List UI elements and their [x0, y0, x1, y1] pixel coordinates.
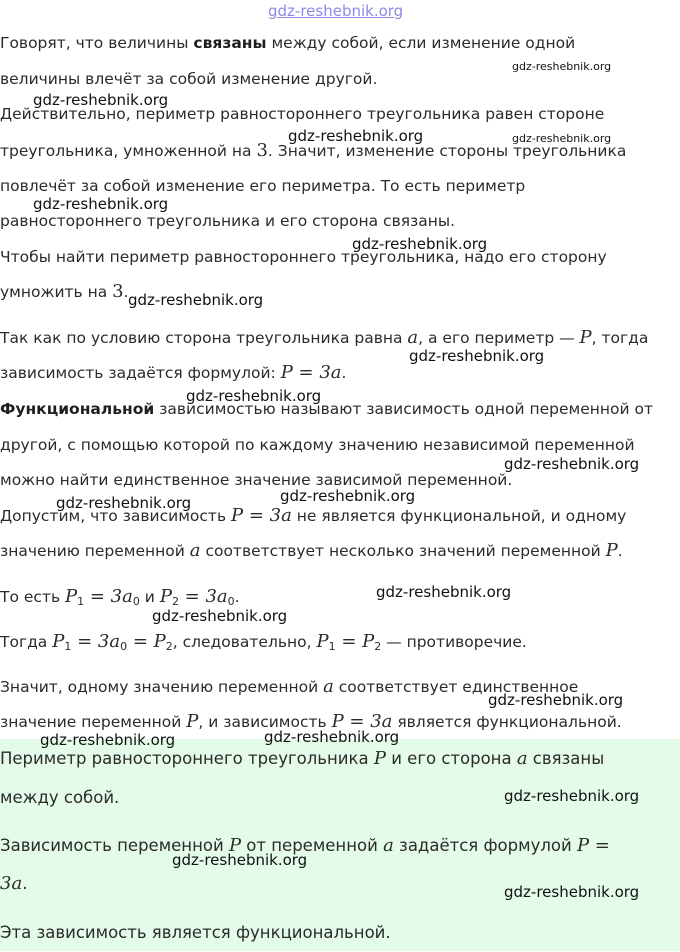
answer-line-2: Зависимость переменной P от переменной a задаётся формулой P =: [0, 835, 610, 856]
paragraph-formula: Так как по условию сторона треугольника равна a, а его периметр — P, тогда: [0, 327, 649, 348]
watermark: gdz-reshebnik.org: [264, 728, 400, 746]
watermark: gdz-reshebnik.org: [512, 60, 612, 73]
paragraph-equations: То есть $P_1 = 3a_0$ и $P_2 = 3a_0$.: [0, 586, 240, 608]
paragraph-example-line4: равностороннего треугольника и его сторона связаны.: [0, 212, 456, 230]
paragraph-multiply: Чтобы найти периметр равностороннего треугольника, надо его сторону: [0, 248, 607, 266]
watermark: gdz-reshebnik.org: [33, 195, 169, 213]
paragraph-definition-line2: величины влечёт за собой изменение другой.: [0, 70, 378, 88]
answer-line-2b: 3a.: [0, 873, 28, 894]
site-link[interactable]: gdz-reshebnik.org: [268, 2, 404, 20]
watermark: gdz-reshebnik.org: [504, 787, 640, 805]
paragraph-functional-def-line3: можно найти единственное значение зависимой переменной.: [0, 471, 513, 489]
watermark: gdz-reshebnik.org: [40, 731, 176, 749]
watermark: gdz-reshebnik.org: [376, 583, 512, 601]
answer-line-1: Периметр равностороннего треугольника P и его сторона a связаны: [0, 748, 605, 769]
paragraph-example-line2: треугольника, умноженной на 3. Значит, изменение стороны треугольника: [0, 140, 627, 161]
paragraph-formula-line2: зависимость задаётся формулой: P = 3a.: [0, 362, 347, 383]
paragraph-multiply-line2: умножить на 3.: [0, 281, 129, 302]
formula: P = 3a: [331, 711, 393, 732]
answer-line-1b: между собой.: [0, 788, 120, 807]
answer-line-3: Эта зависимость является функциональной.: [0, 923, 391, 942]
paragraph-assumption: Допустим, что зависимость P = 3a не является функциональной, и одному: [0, 505, 627, 526]
watermark: gdz-reshebnik.org: [56, 494, 192, 512]
watermark: gdz-reshebnik.org: [352, 235, 488, 253]
watermark: gdz-reshebnik.org: [504, 455, 640, 473]
paragraph-functional-def-line2: другой, с помощью которой по каждому значению независимой переменной: [0, 436, 635, 454]
paragraph-conclusion: Значит, одному значению переменной a соответствует единственное: [0, 676, 579, 697]
watermark: gdz-reshebnik.org: [172, 851, 308, 869]
paragraph-example-line3: повлечёт за собой изменение его периметра. То есть периметр: [0, 177, 526, 195]
watermark: gdz-reshebnik.org: [288, 127, 424, 145]
paragraph-definition: Говорят, что величины связаны между собой, если изменение одной: [0, 34, 576, 52]
paragraph-contradiction: Тогда $P_1 = 3a_0 = P_2$, следовательно, $P_1 = P_2$ — противоречие.: [0, 631, 527, 653]
watermark: gdz-reshebnik.org: [33, 91, 169, 109]
watermark: gdz-reshebnik.org: [512, 132, 612, 145]
watermark: gdz-reshebnik.org: [280, 487, 416, 505]
paragraph-assumption-line2: значению переменной a соответствует несколько значений переменной P.: [0, 540, 623, 561]
paragraph-functional-def: Функциональной зависимостью называют зависимость одной переменной от: [0, 400, 653, 418]
watermark: gdz-reshebnik.org: [152, 607, 288, 625]
paragraph-conclusion-line2: значение переменной P, и зависимость P = 3a является функциональной.: [0, 711, 622, 732]
formula: P = 3a: [280, 362, 342, 383]
watermark: gdz-reshebnik.org: [488, 691, 624, 709]
formula: P = 3a: [231, 505, 292, 526]
watermark: gdz-reshebnik.org: [128, 291, 264, 309]
watermark: gdz-reshebnik.org: [186, 387, 322, 405]
watermark: gdz-reshebnik.org: [504, 883, 640, 901]
watermark: gdz-reshebnik.org: [409, 347, 545, 365]
paragraph-example: Действительно, периметр равностороннего треугольника равен стороне: [0, 105, 605, 123]
